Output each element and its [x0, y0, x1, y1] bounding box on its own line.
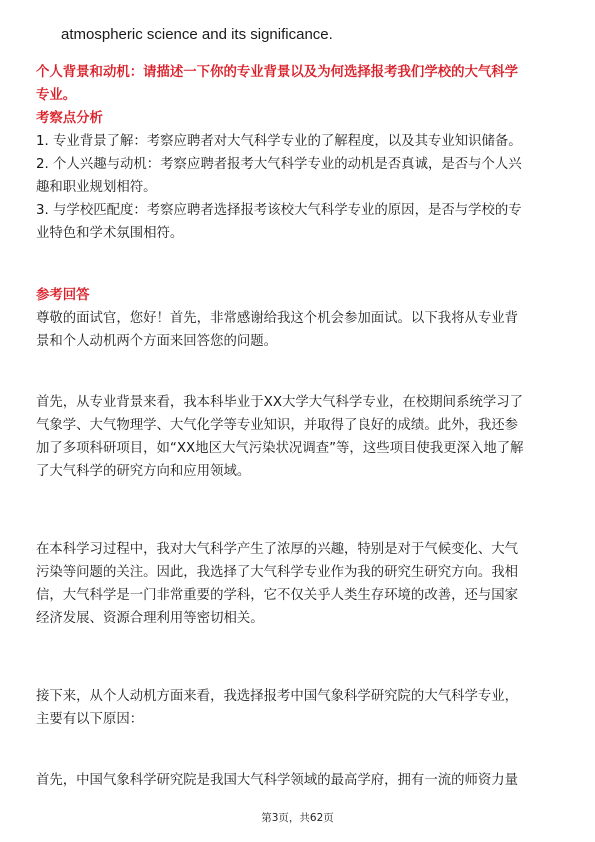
analysis-item: 业特色和学术氛围相符。	[36, 226, 184, 241]
analysis-heading: 考察点分析	[36, 111, 103, 126]
answer-line: 主要有以下原因：	[36, 712, 144, 727]
answer-paragraph	[36, 769, 559, 792]
analysis-item: 3. 与学校匹配度：考察应聘者选择报考该校大气科学专业的原因，是否与学校的专	[36, 203, 522, 218]
intro-line: atmospheric science and its significance.	[61, 26, 333, 43]
answer-line: 景和个人动机两个方面来回答您的问题。	[36, 334, 278, 349]
analysis-list	[36, 130, 559, 245]
answer-paragraph	[36, 391, 559, 483]
answer-line: 在本科学习过程中，我对大气科学产生了浓厚的兴趣，特别是对于气候变化、大气	[36, 542, 519, 557]
page-number: 第3页，共62页	[261, 812, 334, 824]
question-line: 专业。	[36, 88, 77, 103]
answer-heading: 参考回答	[36, 288, 90, 303]
answer-line: 污染等问题的关注。因此，我选择了大气科学专业作为我的研究生研究方向。我相	[36, 565, 519, 580]
answer-paragraph	[36, 538, 559, 630]
answer-line: 气象学、大气物理学、大气化学等专业知识，并取得了良好的成绩。此外，我还参	[36, 418, 519, 433]
answer-line: 接下来，从个人动机方面来看，我选择报考中国气象科学研究院的大气科学专业，	[36, 689, 519, 704]
answer-line: 尊敬的面试官，您好！首先，非常感谢给我这个机会参加面试。以下我将从专业背	[36, 311, 519, 326]
analysis-item: 1. 专业背景了解：考察应聘者对大气科学专业的了解程度，以及其专业知识储备。	[36, 134, 522, 149]
answer-paragraph	[36, 685, 559, 731]
question-heading	[36, 61, 559, 107]
answer-line: 信，大气科学是一门非常重要的学科，它不仅关乎人类生存环境的改善，还与国家	[36, 588, 519, 603]
answer-line: 加了多项科研项目，如“XX地区大气污染状况调查”等，这些项目使我更深入地了解	[36, 441, 524, 456]
analysis-item: 2. 个人兴趣与动机：考察应聘者报考大气科学专业的动机是否真诚，是否与个人兴	[36, 157, 522, 172]
answer-line: 首先，从专业背景来看，我本科毕业于XX大学大气科学专业，在校期间系统学习了	[36, 395, 524, 410]
question-line: 个人背景和动机：请描述一下你的专业背景以及为何选择报考我们学校的大气科学	[36, 65, 519, 80]
answer-line: 首先，中国气象科学研究院是我国大气科学领域的最高学府，拥有一流的师资力量	[36, 773, 519, 788]
answer-paragraph	[36, 307, 559, 353]
analysis-item: 趣和职业规划相符。	[36, 180, 157, 195]
answer-line: 经济发展、资源合理利用等密切相关。	[36, 611, 264, 626]
answer-line: 了大气科学的研究方向和应用领域。	[36, 464, 251, 479]
